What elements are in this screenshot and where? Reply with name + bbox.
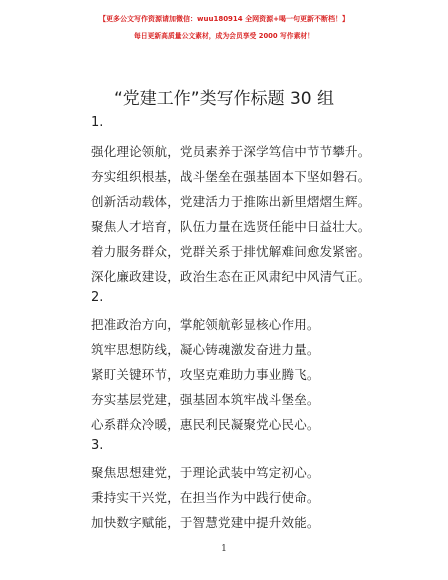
section-3-line-1: 聚焦思想建党，于理论武装中笃定初心。 bbox=[91, 465, 320, 480]
section-3-number: 3. bbox=[91, 438, 104, 453]
section-2-line-4: 夯实基层党建，强基固本筑牢战斗堡垒。 bbox=[91, 392, 320, 407]
section-2-line-3: 紧盯关键环节，攻坚克难助力事业腾飞。 bbox=[91, 367, 320, 382]
section-1-number: 1. bbox=[91, 115, 104, 130]
section-1-line-5: 着力服务群众，党群关系于排忧解难间愈发紧密。 bbox=[91, 244, 371, 259]
section-2-line-1: 把准政治方向，掌舵领航彰显核心作用。 bbox=[91, 317, 320, 332]
section-1-line-6: 深化廉政建设，政治生态在正风肃纪中风清气正。 bbox=[91, 269, 371, 284]
section-1-line-4: 聚焦人才培育，队伍力量在选贤任能中日益壮大。 bbox=[91, 219, 371, 234]
promo-banner-line-2: 每日更新高质量公文素材，成为会员享受 2000 写作素材！ bbox=[134, 32, 314, 40]
section-2-number: 2. bbox=[91, 290, 104, 305]
page-number: 1 bbox=[221, 544, 227, 554]
section-1-line-1: 强化理论领航，党员素养于深学笃信中节节攀升。 bbox=[91, 144, 371, 159]
section-3-line-2: 秉持实干兴党，在担当作为中践行使命。 bbox=[91, 490, 320, 505]
section-3-line-3: 加快数字赋能，于智慧党建中提升效能。 bbox=[91, 515, 320, 530]
promo-banner-line-1: 【更多公文写作资源请加微信：wuu180914 全网资源+喝一句更新不断档！】 bbox=[99, 15, 349, 23]
section-1-line-2: 夯实组织根基，战斗堡垒在强基固本下坚如磐石。 bbox=[91, 169, 371, 184]
section-2-line-2: 筑牢思想防线，凝心铸魂激发奋进力量。 bbox=[91, 342, 320, 357]
document-title: “党建工作”类写作标题 30 组 bbox=[113, 89, 335, 109]
section-2-line-5: 心系群众冷暖，惠民利民凝聚党心民心。 bbox=[91, 417, 320, 432]
section-1-line-3: 创新活动载体，党建活力于推陈出新里熠熠生辉。 bbox=[91, 194, 371, 209]
